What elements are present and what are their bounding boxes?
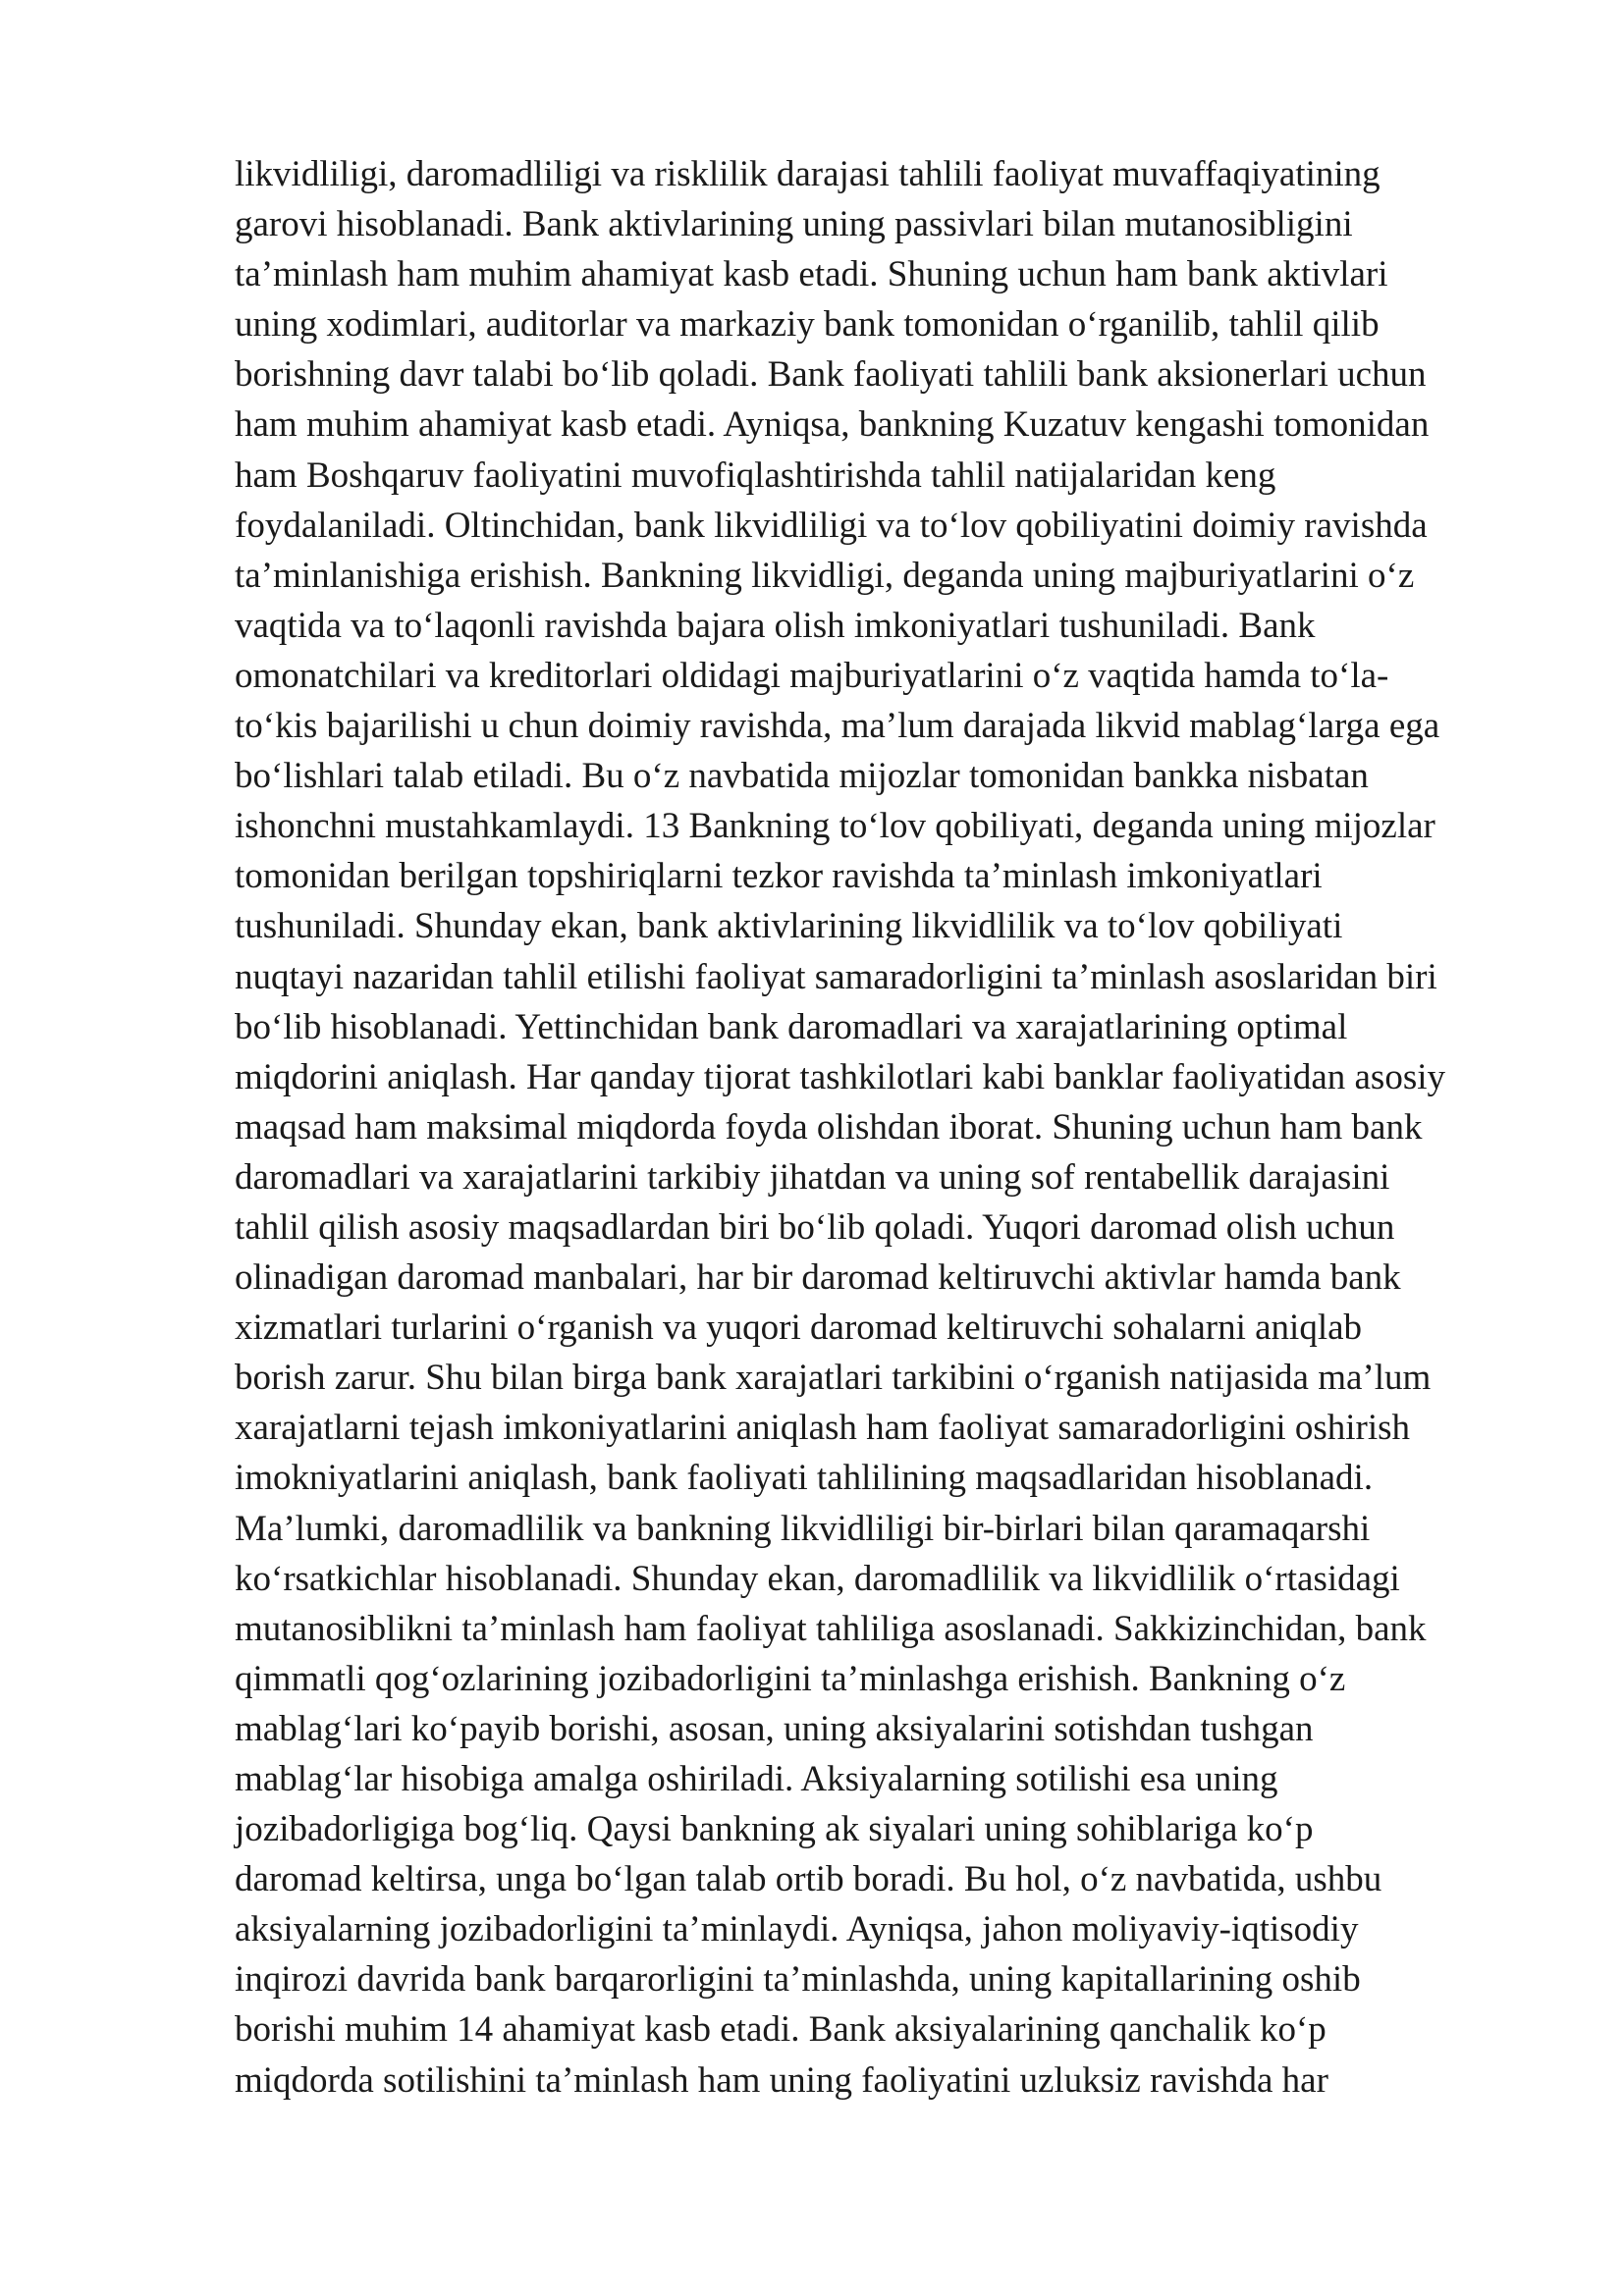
text-line: daromad keltirsa, unga bo‘lgan talab ortib boradi. Bu hol, o‘z navbatida, ushbu xyxy=(235,1859,1382,1900)
text-line: vaqtida va to‘laqonli ravishda bajara olish imkoniyatlari tushuniladi. Bank xyxy=(235,605,1316,646)
text-line: bo‘lishlari talab etiladi. Bu o‘z navbatida mijozlar tomonidan bankka nisbatan xyxy=(235,756,1369,797)
text-line: ham Boshqaruv faoliyatini muvofiqlashtirishda tahlil natijalaridan keng xyxy=(235,454,1276,496)
text-line: borish zarur. Shu bilan birga bank xarajatlari tarkibini o‘rganish natijasida ma’lum xyxy=(235,1358,1432,1399)
text-line: to‘kis bajarilishi u chun doimiy ravishda, ma’lum darajada likvid mablag‘larga ega xyxy=(235,706,1440,747)
text-line: xarajatlarni tejash imkoniyatlarini aniqlash ham faoliyat samaradorligini oshirish xyxy=(235,1408,1411,1449)
text-line: ishonchni mustahkamlaydi. 13 Bankning to‘lov qobiliyati, deganda uning mijozlar xyxy=(235,806,1435,847)
text-line: tomonidan berilgan topshiriqlarni tezkor ravishda ta’minlash imkoniyatlari xyxy=(235,856,1323,897)
text-line: imokniyatlarini aniqlash, bank faoliyati tahlilining maqsadlaridan hisoblanadi. xyxy=(235,1458,1374,1499)
text-line: xizmatlari turlarini o‘rganish va yuqori daromad keltiruvchi sohalarni aniqlab xyxy=(235,1308,1363,1349)
text-line: tushuniladi. Shunday ekan, bank aktivlarining likvidlilik va to‘lov qobiliyati xyxy=(235,906,1343,947)
text-line: qimmatli qog‘ozlarining jozibadorligini ta’minlashga erishish. Bankning o‘z xyxy=(235,1658,1346,1699)
text-line: maqsad ham maksimal miqdorda foyda olishdan iborat. Shuning uchun ham bank xyxy=(235,1106,1423,1148)
text-line: miqdorda sotilishini ta’minlash ham uning faoliyatini uzluksiz ravishda har xyxy=(235,2059,1328,2101)
text-line: Ma’lumki, daromadlilik va bankning likvidliligi bir-birlari bilan qaramaqarshi xyxy=(235,1508,1371,1549)
text-line: bo‘lib hisoblanadi. Yettinchidan bank daromadlari va xarajatlarining optimal xyxy=(235,1006,1348,1047)
text-line: ham muhim ahamiyat kasb etadi. Ayniqsa, bankning Kuzatuv kengashi tomonidan xyxy=(235,404,1430,446)
text-line: borishning davr talabi bo‘lib qoladi. Bank faoliyati tahlili bank aksionerlari uchun xyxy=(235,354,1427,396)
text-line: inqirozi davrida bank barqarorligini ta’minlashda, uning kapitallarining oshib xyxy=(235,1959,1361,2001)
text-line: ta’minlash ham muhim ahamiyat kasb etadi. Shuning uchun ham bank aktivlari xyxy=(235,254,1388,295)
text-line: ko‘rsatkichlar hisoblanadi. Shunday ekan, daromadlilik va likvidlilik o‘rtasidagi xyxy=(235,1558,1400,1599)
text-line: uning xodimlari, auditorlar va markaziy bank tomonidan o‘rganilib, tahlil qilib xyxy=(235,304,1380,346)
body-text xyxy=(235,149,1541,2106)
text-line: jozibadorligiga bog‘liq. Qaysi bankning ak siyalari uning sohiblariga ko‘p xyxy=(235,1809,1314,1850)
text-line: daromadlari va xarajatlarini tarkibiy jihatdan va uning sof rentabellik darajasini xyxy=(235,1156,1390,1198)
text-line: mablag‘lari ko‘payib borishi, asosan, uning aksiyalarini sotishdan tushgan xyxy=(235,1708,1314,1749)
text-line: miqdorini aniqlash. Har qanday tijorat tashkilotlari kabi banklar faoliyatidan asosiy xyxy=(235,1056,1446,1097)
text-line: aksiyalarning jozibadorligini ta’minlaydi. Ayniqsa, jahon moliyaviy-iqtisodiy xyxy=(235,1909,1359,1950)
text-line: ta’minlanishiga erishish. Bankning likvidligi, deganda uning majburiyatlarini o‘z xyxy=(235,555,1415,596)
text-line: garovi hisoblanadi. Bank aktivlarining uning passivlari bilan mutanosibligini xyxy=(235,204,1353,245)
text-line: tahlil qilish asosiy maqsadlardan biri bo‘lib qoladi. Yuqori daromad olish uchun xyxy=(235,1206,1395,1248)
text-line: likvidliligi, daromadliligi va risklilik darajasi tahlili faoliyat muvaffaqiyatining xyxy=(235,154,1380,194)
text-line: mutanosiblikni ta’minlash ham faoliyat tahliliga asoslanadi. Sakkizinchidan, bank xyxy=(235,1608,1427,1649)
text-line: omonatchilari va kreditorlari oldidagi majburiyatlarini o‘z vaqtida hamda to‘la- xyxy=(235,655,1389,696)
text-line: foydalaniladi. Oltinchidan, bank likvidliligi va to‘lov qobiliyatini doimiy ravishda xyxy=(235,505,1428,546)
text-line: mablag‘lar hisobiga amalga oshiriladi. Aksiyalarning sotilishi esa uning xyxy=(235,1759,1278,1799)
text-line: borishi muhim 14 ahamiyat kasb etadi. Bank aksiyalarining qanchalik ko‘p xyxy=(235,2009,1326,2051)
text-line: olinadigan daromad manbalari, har bir daromad keltiruvchi aktivlar hamda bank xyxy=(235,1257,1401,1299)
text-line: nuqtayi nazaridan tahlil etilishi faoliyat samaradorligini ta’minlash asoslaridan biri xyxy=(235,956,1437,997)
